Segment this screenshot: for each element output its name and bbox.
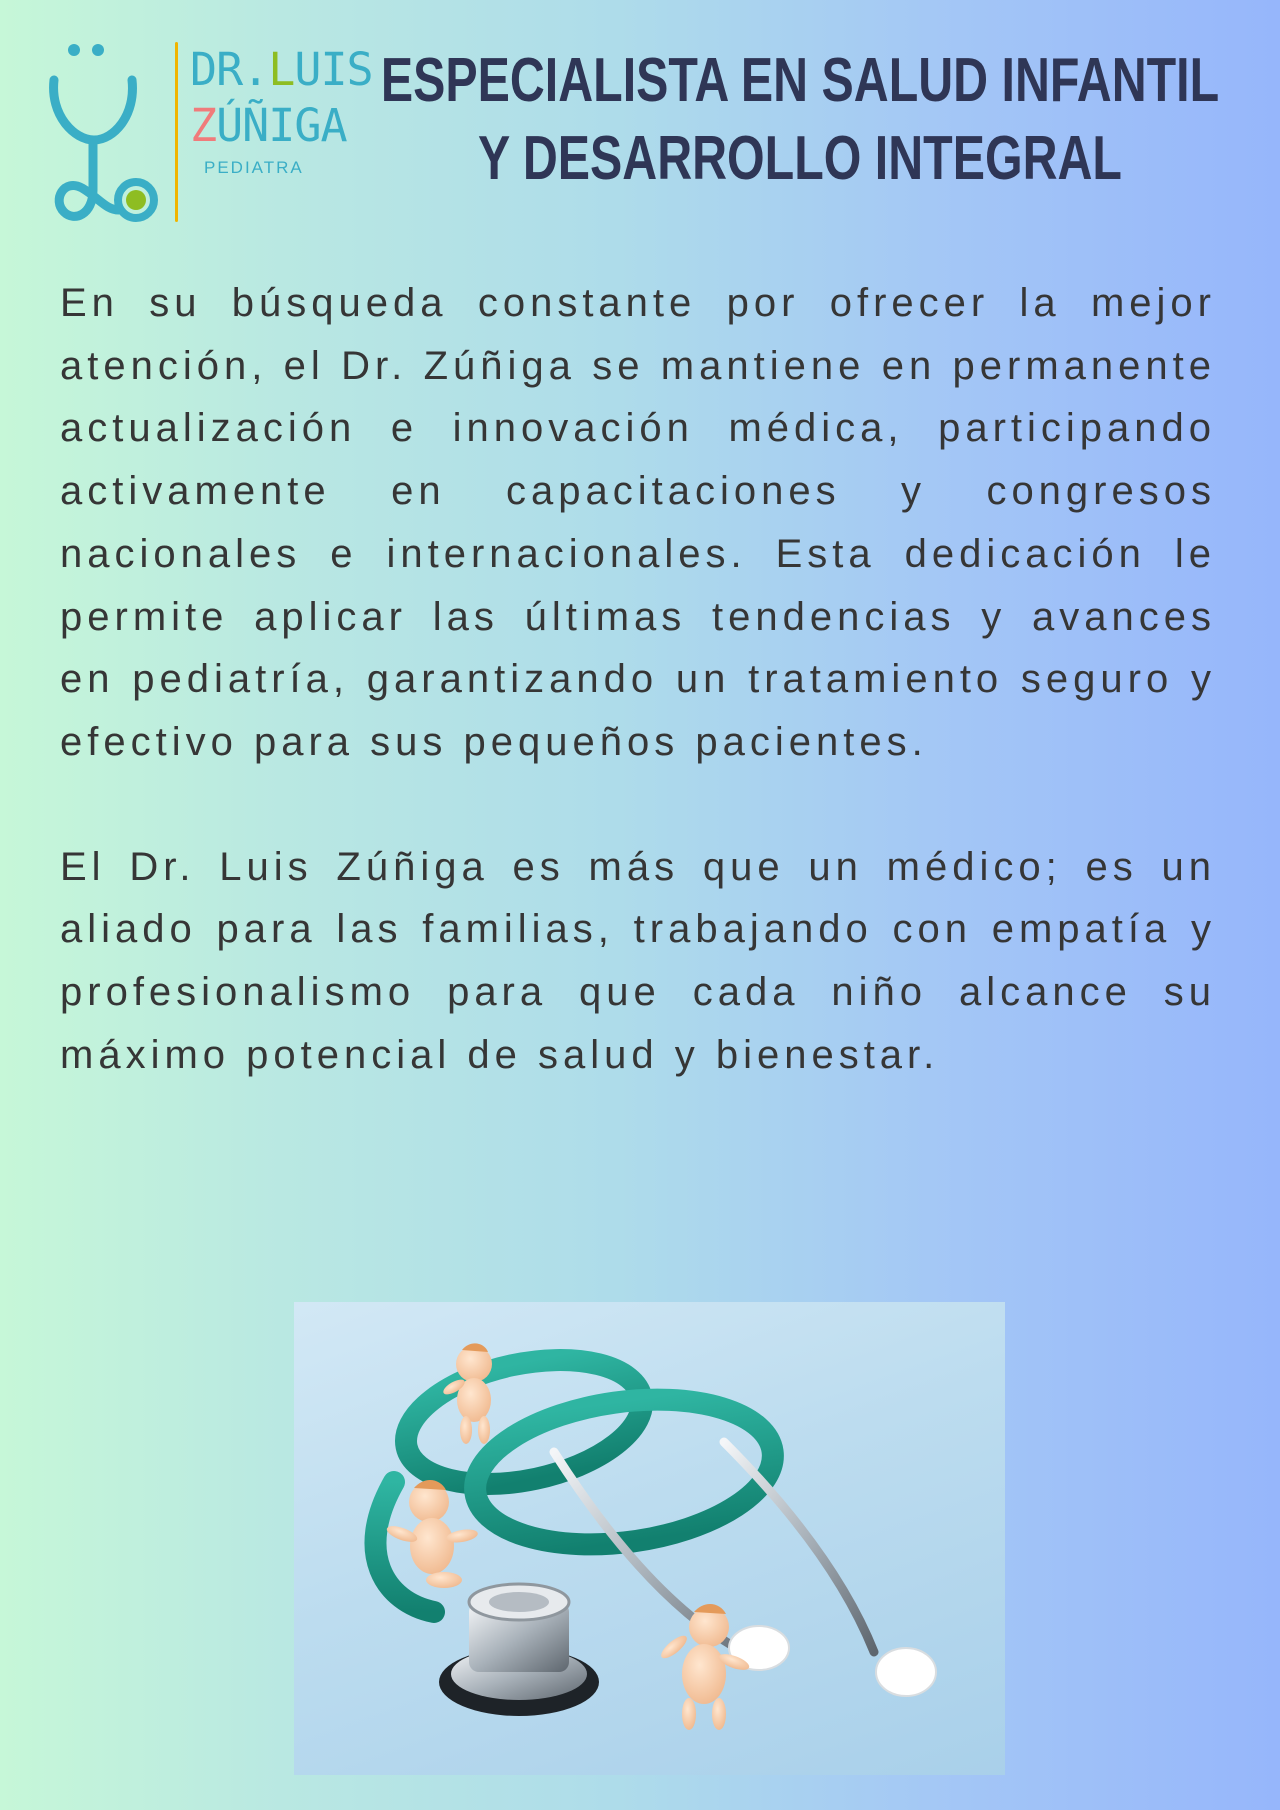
- logo-subtitle: PEDIATRA: [204, 158, 304, 177]
- logo-name-line1: DR.LUIS: [190, 43, 373, 96]
- logo-name-line2: ZÚÑIGA: [190, 99, 347, 152]
- page-title-line1: ESPECIALISTA EN SALUD INFANTIL: [380, 46, 1220, 115]
- baby-figurine: [385, 1480, 479, 1588]
- page-title: [380, 42, 1220, 198]
- stethoscope-illustration: [294, 1302, 1005, 1775]
- logo-divider: [175, 42, 178, 222]
- logo-wordmark: [190, 42, 373, 178]
- baby-figurine: [441, 1343, 492, 1444]
- stethoscope-photo: [294, 1302, 1005, 1775]
- paragraph-updates: En su búsqueda constante por ofrecer la mejor atención, el Dr. Zúñiga se mantiene en permanente actualización e innovación médica, participando activamente en capacitaciones y congresos nacionales e internacionales. Esta dedicación le permite aplicar las últimas tendencias y avances en pediatría, garantizando un tratamiento seguro y efectivo para sus pequeños pacientes.: [60, 281, 1216, 764]
- stethoscope-logo-icon: [44, 40, 164, 230]
- body-text: [60, 272, 1216, 1086]
- paragraph-family-ally: El Dr. Luis Zúñiga es más que un médico; es un aliado para las familias, trabajando con empatía y profesionalismo para que cada niño alcance su máximo potencial de salud y bienestar.: [60, 844, 1216, 1077]
- page-title-line2: Y DESARROLLO INTEGRAL: [478, 124, 1122, 193]
- baby-figurine: [658, 1604, 751, 1730]
